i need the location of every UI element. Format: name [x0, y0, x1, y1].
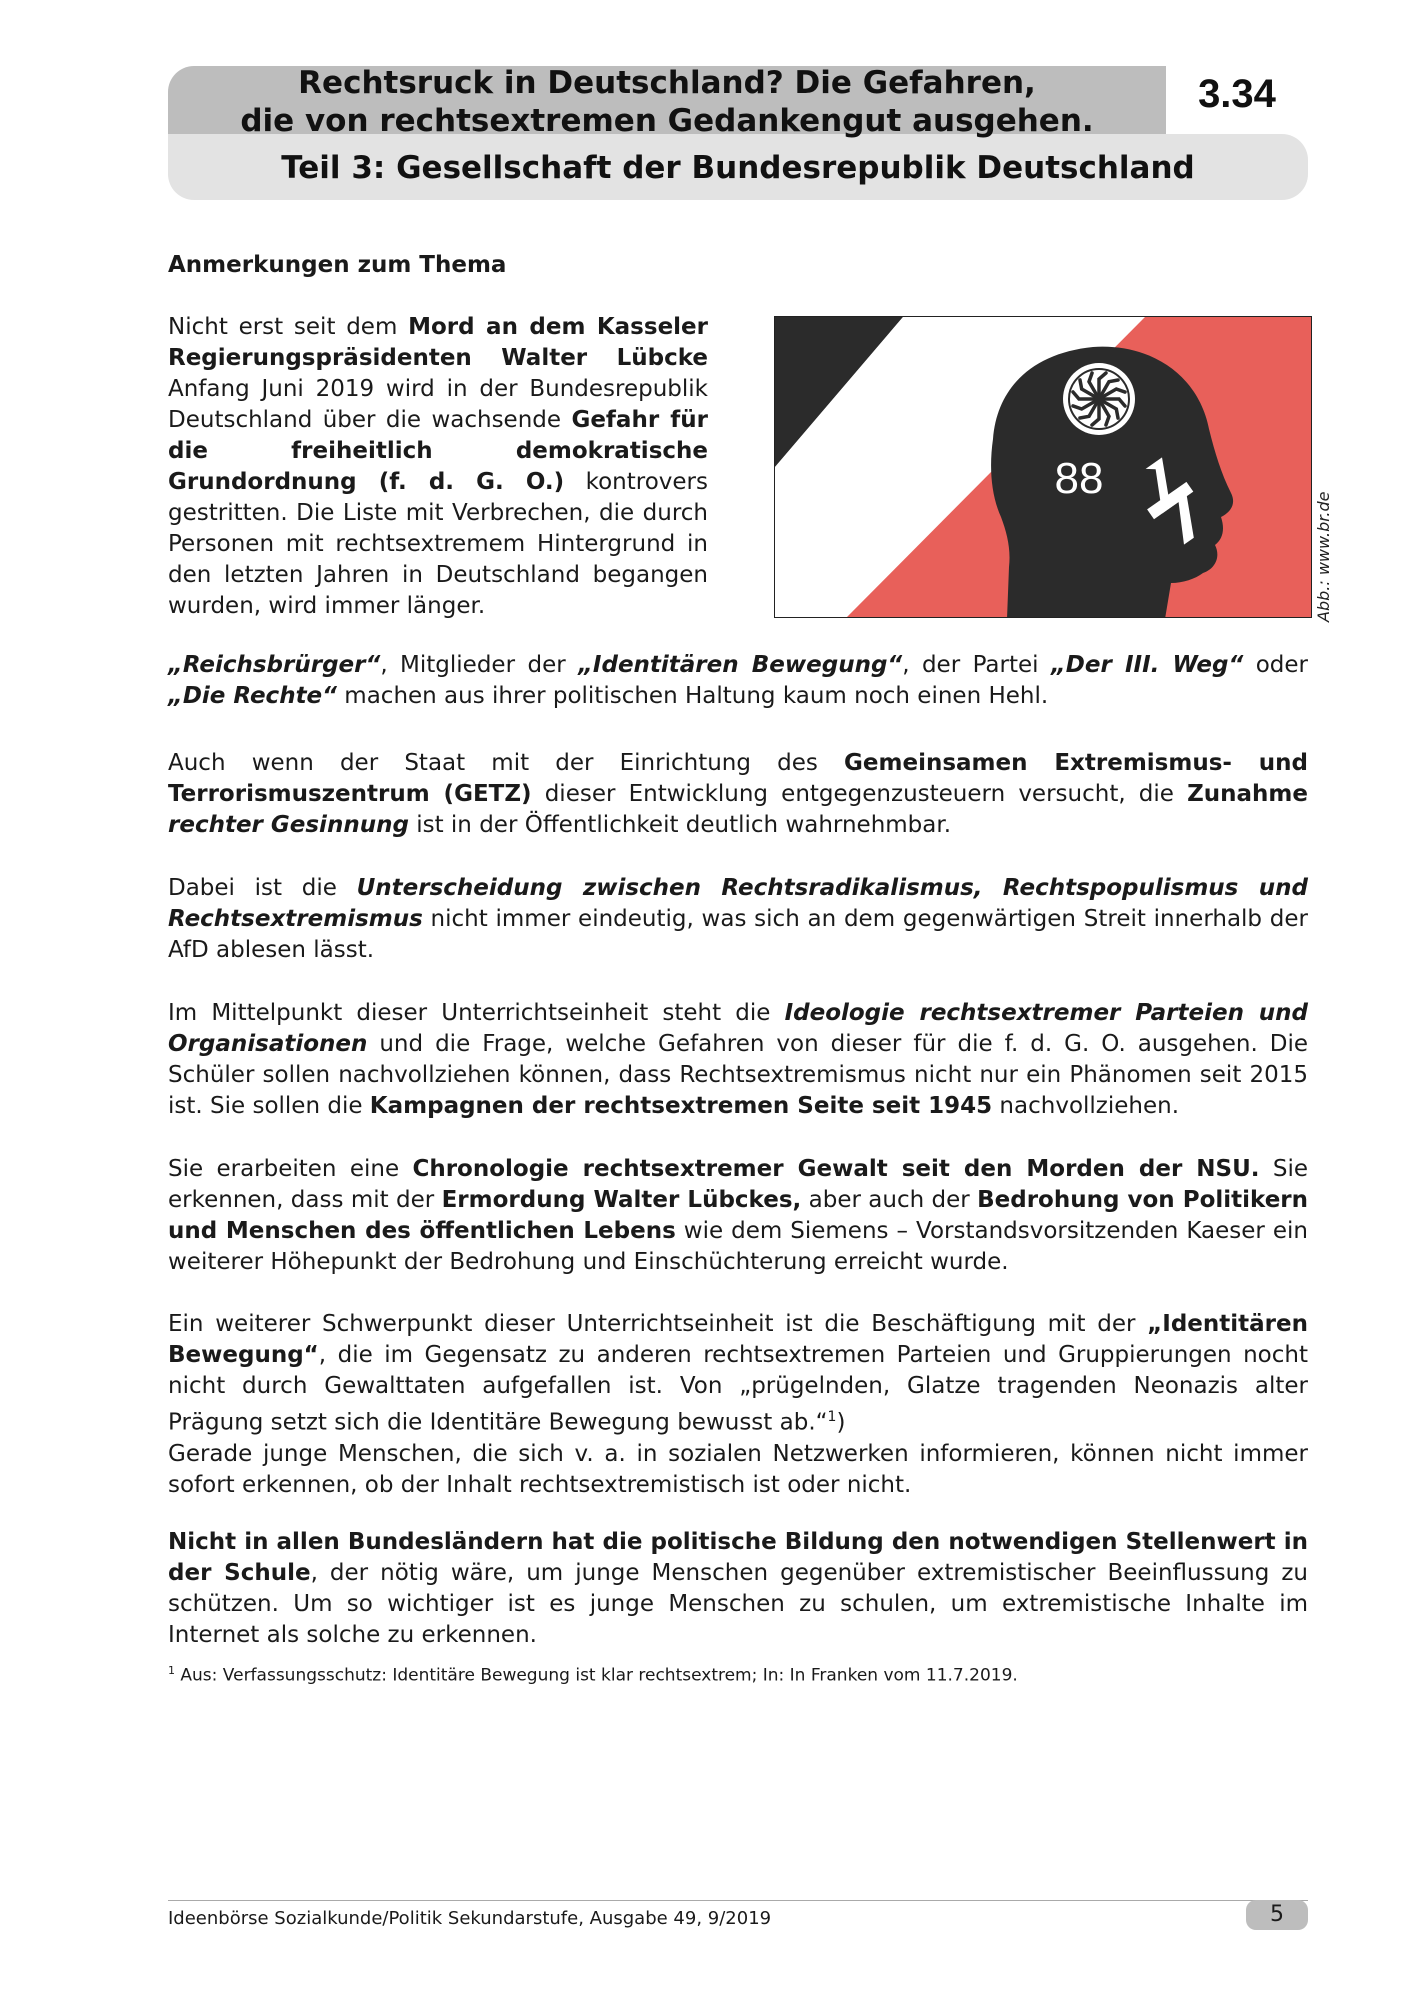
- figure-number-88: 88: [1054, 454, 1104, 503]
- black-sun-icon: [1063, 363, 1135, 435]
- paragraph-6: Sie erarbeiten eine Chronologie rechtsextremer Gewalt seit den Morden der NSU. Sie erkennen, dass mit der Ermordung Walter Lübckes, aber auch der Bedrohung von Politikern und Menschen des öffentlichen Lebens wie dem Siemens – Vorstandsvorsitzenden Kaeser ein weiterer Höhepunkt der Bedrohung und Einschüchterung erreicht wurde.: [168, 1156, 1309, 1275]
- figure-illustration: [774, 316, 1312, 618]
- footer-publication: Ideenbörse Sozialkunde/Politik Sekundarstufe, Ausgabe 49, 9/2019: [168, 1908, 772, 1929]
- page-subtitle: Teil 3: Gesellschaft der Bundesrepublik Deutschland: [281, 150, 1195, 186]
- paragraph-intro: Nicht erst seit dem Mord an dem Kasseler Regierungspräsidenten Walter Lübcke Anfang Juni 2019 wird in der Bundesrepublik Deutschland über die wachsende Gefahr für die freiheitlich demokratische Grundordnung (f. d. G. O.) kontrovers gestritten. Die Liste mit Verbrechen, die durch Personen mit rechtsextremem Hintergrund in den letzten Jahren in Deutschland begangen wurden, wird immer länger.: [168, 314, 708, 619]
- paragraph-7: Ein weiterer Schwerpunkt dieser Unterrichtseinheit ist die Beschäftigung mit der „Identitären Bewegung“, die im Gegensatz zu anderen rechtsextremen Parteien und Gruppierungen nocht nicht durch Gewalttaten aufgefallen ist. Von „prügelnden, Glatze tragenden Neonazis alter Prägung setzt sich die Identitäre Bewegung bewusst ab.“$^1$) Gerade junge Menschen, die sich v. a. in sozialen Netzwerken informieren, können nicht immer sofort erkennen, ob der Inhalt rechtsextremistisch ist oder nicht.: [168, 1311, 1308, 1498]
- footnote: $^1$ Aus: Verfassungsschutz: Identitäre Bewegung ist klar rechtsextrem; In: In Franken vom 11.7.2019.: [168, 1664, 1018, 1686]
- paragraph-2: „Reichsbrürger“, Mitglieder der „Identitären Bewegung“, der Partei „Der III. Weg“ oder „Die Rechte“ machen aus ihrer politischen Haltung kaum noch einen Hehl.: [168, 652, 1308, 709]
- paragraph-3: Auch wenn der Staat mit der Einrichtung des Gemeinsamen Extremismus- und Terrorismuszentrum (GETZ) dieser Entwicklung entgegenzusteuern versucht, die Zunahme rechter Gesinnung ist in der Öffentlichkeit deutlich wahrnehmbar.: [168, 750, 1308, 838]
- paragraph-4: Dabei ist die Unterscheidung zwischen Rechtsradikalismus, Rechtspopulismus und Rechtsextremismus nicht immer eindeutig, was sich an dem gegenwärtigen Streit innerhalb der AfD ablesen lässt.: [168, 875, 1308, 963]
- section-number: 3.34: [1198, 72, 1276, 116]
- footer-divider: [168, 1900, 1308, 1901]
- paragraph-8: Nicht in allen Bundesländern hat die politische Bildung den notwendigen Stellenwert in der Schule, der nötig wäre, um junge Menschen gegenüber extremistischer Beeinflussung zu schützen. Um so wichtiger ist es junge Menschen zu schulen, um extremistische Inhalte im Internet als solche zu erkennen.: [168, 1529, 1309, 1648]
- paragraph-5: Im Mittelpunkt dieser Unterrichtseinheit steht die Ideologie rechtsextremer Parteien und Organisationen und die Frage, welche Gefahren von dieser für die f. d. G. O. ausgehen. Die Schüler sollen nachvollziehen können, dass Rechtsextremismus nicht nur ein Phänomen seit 2015 ist. Sie sollen die Kampagnen der rechtsextremen Seite seit 1945 nachvollziehen.: [168, 1000, 1308, 1119]
- section-title: Anmerkungen zum Thema: [168, 252, 507, 278]
- image-credit: Abb.: www.br.de: [1314, 491, 1333, 622]
- page-title: Rechtsruck in Deutschland? Die Gefahren, die von rechtsextremen Gedankengut ausgehen.: [240, 65, 1094, 139]
- page-number: 5: [1246, 1900, 1308, 1930]
- head-silhouette-illustration: [775, 317, 1312, 618]
